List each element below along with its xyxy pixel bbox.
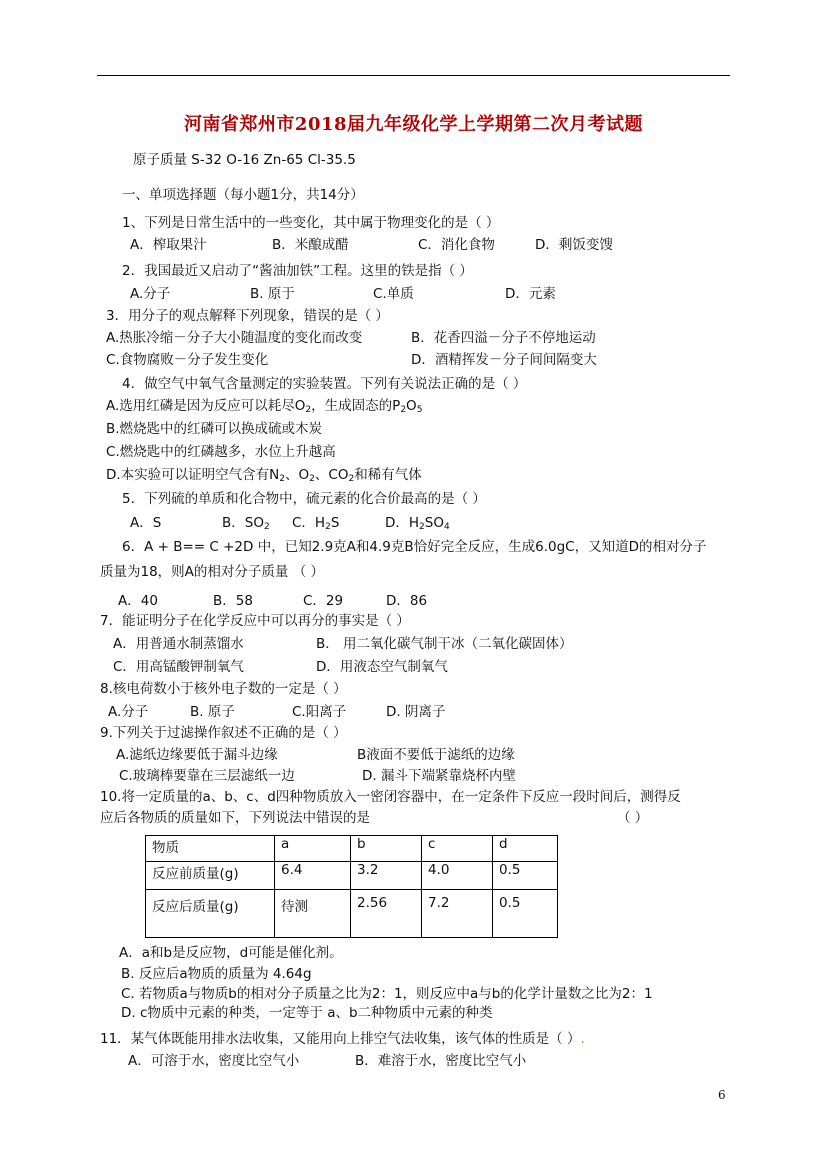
q6-option-b: B．58: [213, 593, 253, 609]
q10-answer-bracket: （ ）: [617, 810, 649, 826]
q6-stem-line1: 6．A + B== C +2D 中，已知2.9克A和4.9克B恰好完全反应，生成6.0gC，又知道D的相对分子: [122, 539, 707, 555]
q3-option-c: C.食物腐败－分子发生变化: [106, 352, 269, 368]
q7-option-b: B． 用二氧化碳气制干冰（二氧化碳固体）: [316, 636, 573, 652]
q8-option-a: A.分子: [108, 704, 149, 720]
q4-option-c: C.燃烧匙中的红磷越多，水位上升越高: [106, 444, 336, 460]
q8-option-d: D. 阴离子: [386, 704, 446, 720]
stray-dot: .: [580, 1031, 585, 1047]
section-heading: 一、单项选择题（每小题1分，共14分）: [122, 187, 364, 203]
table-header-row: [146, 836, 558, 862]
table-cell: 反应前质量(g): [146, 862, 275, 890]
atomic-mass-line: 原子质量 S-32 O-16 Zn-65 Cl-35.5: [133, 152, 356, 168]
q2-option-a: A.分子: [130, 286, 171, 302]
exam-title: 河南省郑州市2018届九年级化学上学期第二次月考试题: [183, 114, 644, 135]
q10-stem-line2: 应后各物质的质量如下，下列说法中错误的是: [100, 810, 370, 826]
q1-stem: 1、下列是日常生活中的一些变化，其中属于物理变化的是（ ）: [122, 215, 500, 231]
header-rule: [97, 75, 730, 76]
q1-option-a: A．榨取果汁: [130, 237, 207, 253]
q3-option-b: B．花香四溢－分子不停地运动: [411, 330, 596, 346]
q1-option-d: D．剩饭变馊: [535, 237, 613, 253]
q3-option-d: D．酒精挥发－分子间间隔变大: [411, 352, 597, 368]
q5-option-b: B．$SO_2$: [222, 515, 270, 532]
table-cell: 0.5: [493, 890, 558, 938]
q5-stem: 5．下列硫的单质和化合物中，硫元素的化合价最高的是（ ）: [122, 491, 486, 507]
q8-option-b: B. 原子: [190, 704, 235, 720]
q10-option-d: D. c物质中元素的种类，一定等于 a、b二种物质中元素的种类: [121, 1005, 493, 1021]
q5-option-c: C．$H_2S$: [292, 515, 340, 532]
table-cell: 0.5: [493, 862, 558, 890]
table-cell: 物质: [146, 836, 275, 862]
q10-stem-line1: 10.将一定质量的a、b、c、d四种物质放入一密闭容器中，在一定条件下反应一段时间后，测得反: [100, 789, 681, 805]
q1-option-b: B．米酿成醋: [272, 237, 349, 253]
table-cell: 7.2: [422, 890, 493, 938]
table-cell: 反应后质量(g): [146, 890, 275, 938]
q4-option-d: D.本实验可以证明空气含有$N_2$、$O_2$、$CO_2$和稀有气体: [106, 467, 422, 484]
q9-option-c: C.玻璃棒要靠在三层滤纸一边: [119, 768, 295, 784]
table-cell: 3.2: [351, 862, 422, 890]
table-row: [146, 890, 558, 938]
q7-option-d: D．用液态空气制氧气: [316, 659, 448, 675]
table-cell: 2.56: [351, 890, 422, 938]
q2-option-d: D．元素: [505, 286, 556, 302]
q8-option-c: C.阳离子: [292, 704, 347, 720]
q10-option-b: B. 反应后a物质的质量为 4.64g: [121, 966, 312, 982]
q5-option-d: D．$H_2SO_4$: [385, 515, 450, 532]
page-number: 6: [718, 1088, 726, 1102]
table-cell: a: [275, 836, 351, 862]
q7-option-a: A．用普通水制蒸馏水: [113, 636, 244, 652]
q6-option-a: A．40: [118, 593, 158, 609]
q3-stem: 3．用分子的观点解释下列现象，错误的是（ ）: [106, 308, 389, 324]
q1-option-c: C．消化食物: [418, 237, 495, 253]
q6-option-c: C．29: [303, 593, 344, 609]
q2-option-b: B. 原于: [250, 286, 295, 302]
q11-option-b: B．难溶于水，密度比空气小: [355, 1053, 527, 1069]
table-cell: b: [351, 836, 422, 862]
q9-option-b: B液面不要低于滤纸的边缘: [357, 747, 515, 763]
table-cell: 待测: [275, 890, 351, 938]
q4-option-b: B.燃烧匙中的红磷可以换成硫或木炭: [106, 421, 323, 437]
q8-stem: 8.核电荷数小于核外电子数的一定是（ ）: [100, 681, 347, 697]
q6-option-d: D．86: [386, 593, 428, 609]
q3-option-a: A.热胀冷缩－分子大小随温度的变化而改变: [106, 330, 363, 346]
table-cell: d: [493, 836, 558, 862]
q4-stem: 4．做空气中氧气含量测定的实验装置。下列有关说法正确的是（ ）: [122, 376, 527, 392]
table-row: [146, 862, 558, 890]
q9-option-d: D. 漏斗下端紧靠烧杯内壁: [362, 768, 516, 784]
table-cell: 6.4: [275, 862, 351, 890]
q9-stem: 9.下列关于过滤操作叙述不正确的是（ ）: [100, 725, 347, 741]
q9-option-a: A.滤纸边缘要低于漏斗边缘: [116, 747, 278, 763]
table-cell: c: [422, 836, 493, 862]
q7-option-c: C．用高锰酸钾制氧气: [113, 659, 244, 675]
q7-stem: 7．能证明分子在化学反应中可以再分的事实是（ ）: [100, 613, 410, 629]
mass-table: [145, 835, 558, 938]
q2-stem: 2．我国最近又启动了“酱油加铁”工程。这里的铁是指（ ）: [122, 263, 473, 279]
q11-option-a: A．可溶于水，密度比空气小: [128, 1053, 300, 1069]
q2-option-c: C.单质: [373, 286, 414, 302]
q11-stem: 11．某气体既能用排水法收集，又能用向上排空气法收集，该气体的性质是（ ）.: [100, 1031, 585, 1047]
table-cell: 4.0: [422, 862, 493, 890]
q6-stem-line2: 质量为18，则A的相对分子质量 （ ）: [100, 564, 324, 580]
q10-option-c: C. 若物质a与物质b的相对分子质量之比为2：1，则反应中a与b的化学计量数之比为2：1: [121, 986, 653, 1002]
q10-option-a: A．a和b是反应物，d可能是催化剂。: [119, 945, 343, 961]
q4-option-a: A.选用红磷是因为反应可以耗尽$O_2$，生成固态的$P_2O_5$: [106, 398, 423, 415]
q5-option-a: A．S: [130, 515, 162, 531]
